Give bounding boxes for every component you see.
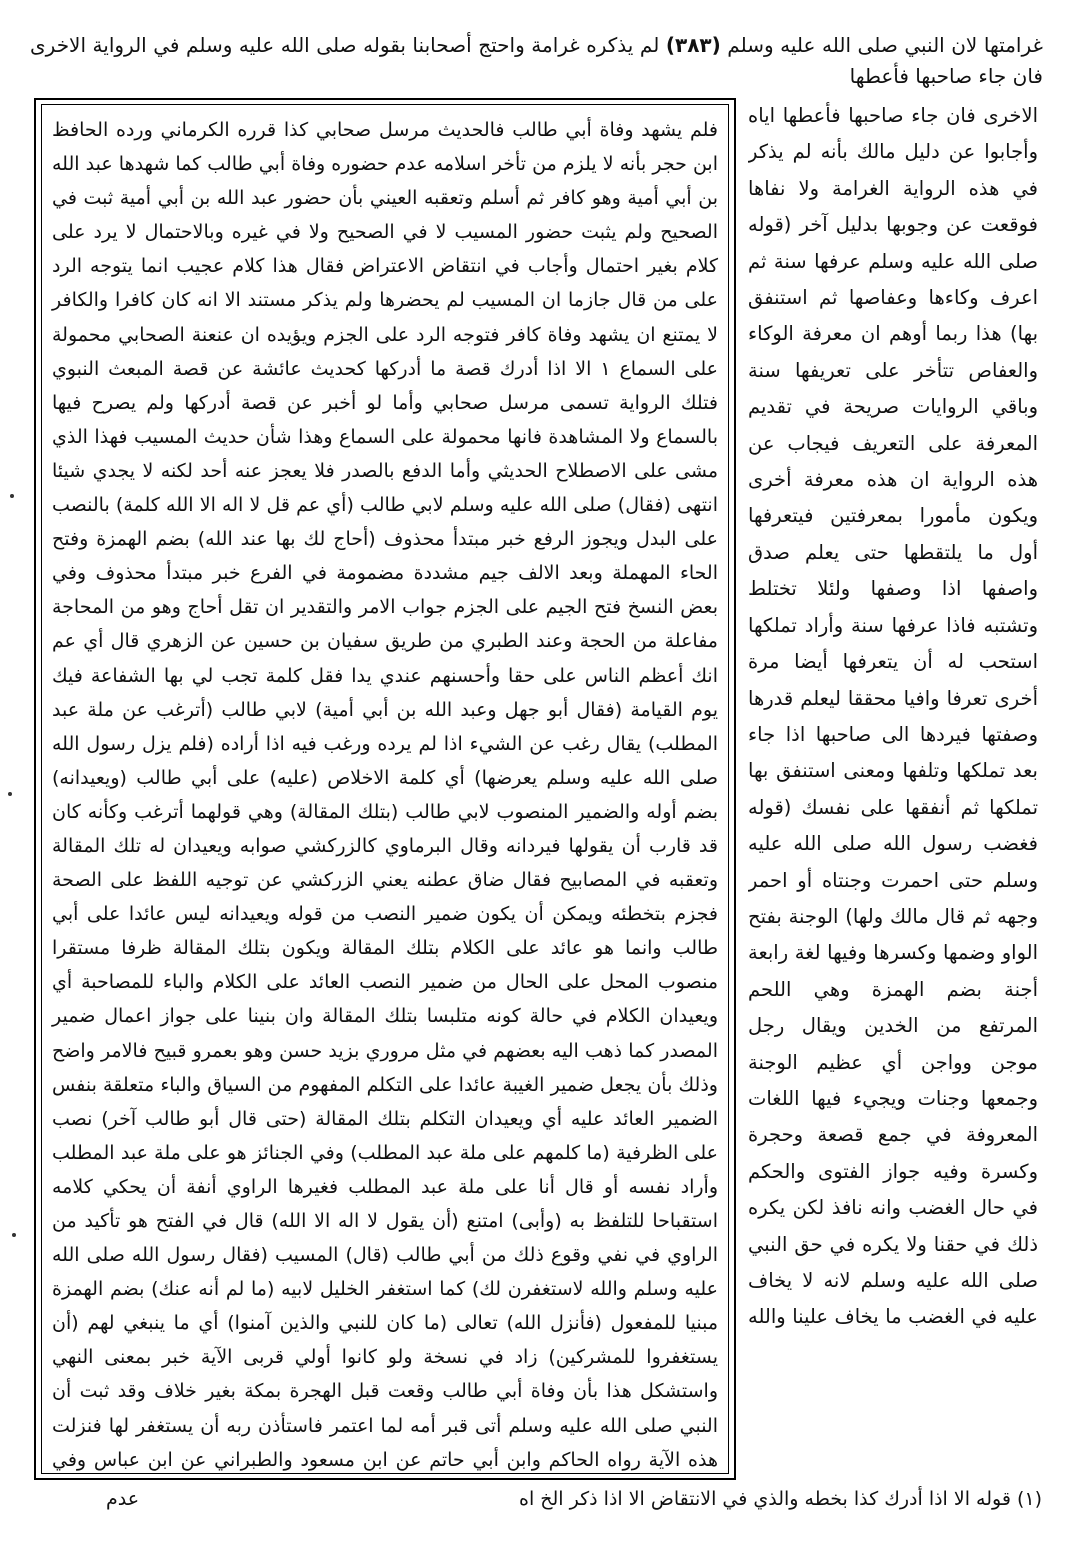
scan-speck bbox=[10, 494, 14, 498]
scan-speck bbox=[12, 1233, 16, 1237]
page-number: (٣٨٣) bbox=[665, 33, 721, 57]
header-text-end: لم يذكره غرامة واحتج أصحابنا بقوله صلى الله عليه وسلم في الرواية الاخرى فان جاء صاحبها فأعطها bbox=[30, 33, 1043, 88]
header-text-start: غرامتها لان النبي صلى الله عليه وسلم bbox=[727, 33, 1043, 57]
margin-commentary: الاخرى فان جاء صاحبها فأعطها اياه وأجابوا عن دليل مالك بأنه لم يذكر في هذه الرواية الغرامة ولا نفاها فوقعت عن وجوبها بدليل آخر (قوله صلى الله عليه وسلم عرفها سنة ثم اعرف وكاءها وعفاصها ثم استنفق بها) هذا ربما أوهم ان معرفة الوكاء والعفاص تتأخر على تعريفها سنة وباقي الروايات صريحة في تقديم المعرفة على التعريف فيجاب عن هذه الرواية ان هذه معرفة أخرى ويكون مأمورا بمعرفتين فيتعرفها أول ما يلتقطها حتى يعلم صدق واصفها اذا وصفها ولئلا تختلط وتشتبه فاذا عرفها سنة وأراد تملكها استحب له أن يتعرفها أيضا مرة أخرى تعرفا وافيا محققا ليعلم قدرها وصفتها فيردها الى صاحبها اذا جاء بعد تملكها وتلفها ومعنى استنفق بها تملكها ثم أنفقها على نفسك (قوله فغضب رسول الله صلى الله عليه وسلم حتى احمرت وجنتاه أو احمر وجهه ثم قال مالك ولها) الوجنة بفتح الواو وضمها وكسرها وفيها لغة رابعة أجنة بضم الهمزة وهي اللحم المرتفع من الخدين ويقال رجل موجن وواجن أي عظيم الوجنة وجمعها وجنات ويجيء فيها اللغات المعروفة في جمع قصعة وحجرة وكسرة وفيه جواز الفتوى والحكم في حال الغضب وانه نافذ لكن يكره ذلك في حقنا ولا يكره في حق النبي صلى الله عليه وسلم لانه لا يخاف عليه في الغضب ما يخاف علينا والله bbox=[748, 104, 1038, 1329]
main-text: فلم يشهد وفاة أبي طالب فالحديث مرسل صحابي كذا قرره الكرماني ورده الحافظ ابن حجر بأنه لا يلزم من تأخر اسلامه عدم حضوره وفاة أبي طالب كما شهدها عبد الله بن أبي أمية وهو كافر ثم أسلم وتعقبه العيني بأن حضور عبد الله بن أبي أمية ثبت في الصحيح ولم يثبت حضور المسيب لا في الصحيح ولا في غيره وبالاحتمال لا يرد على كلام بغير احتمال وأجاب في انتقاض الاعتراض فقال هذا كلام عجيب انما يتوجه الرد على من قال جازما ان المسيب لم يحضرها ولم يذكر مستند الا انه كان كافرا والكافر لا يمتنع ان يشهد وفاة كافر فتوجه الرد على الجزم ويؤيده ان عنعنة الصحابي محمولة على السماع ١ الا اذا أدرك قصة ما أدركها كحديث عائشة عن قصة المبعث النبوي فتلك الرواية تسمى مرسل صحابي وأما لو أخبر عن قصة أدركها ولم يصرح فيها بالسماع ولا المشاهدة فانها محمولة على السماع وهذا شأن حديث المسيب فهذا الذي مشى على الاصطلاح الحديثي وأما الدفع بالصدر فلا يعجز عنه أحد لكنه لا يجدي شيئا انتهى (فقال) صلى الله عليه وسلم لابي طالب (أي عم قل لا اله الا الله كلمة) بالنصب على البدل ويجوز الرفع خبر مبتدأ محذوف (أحاج لك بها عند الله) بضم الهمزة وفتح الحاء المهملة وبعد الالف جيم مشددة مضمومة في الفرع خبر مبتدأ محذوف وفي بعض النسخ فتح الجيم على الجزم جواب الامر والتقدير ان تقل أحاج وهو من المحاجة مفاعلة من الحجة وعند الطبري من طريق سفيان بن حسين عن الزهري قال أي عم انك أعظم الناس على حقا وأحسنهم عندي يدا فقل كلمة تجب لي بها الشفاعة فيك يوم القيامة (فقال أبو جهل وعبد الله بن أبي أمية) لابي طالب (أترغب عن ملة عبد المطلب) يقال رغب عن الشيء اذا لم يرده ورغب فيه اذا أراده (فلم يزل رسول الله صلى الله عليه وسلم يعرضها) أي كلمة الاخلاص (عليه) على أبي طالب (ويعيدانه) بضم أوله والضمير المنصوب لابي طالب (بتلك المقالة) وهي قولهما أترغب وكأنه كان قد قارب أن يقولها فيردانه وقال البرماوي كالزركشي صوابه ويعيدان له تلك المقالة وتعقبه في المصابيح فقال ضاق عطنه يعني الزركشي عن توجيه اللفظ على الصحة فجزم بتخطئه ويمكن أن يكون ضمير النصب من قوله ويعيدانه ليس عائدا على أبي طالب وانما هو عائد على الكلام بتلك المقالة ويكون بتلك المقالة ظرفا مستقرا منصوب المحل على الحال من ضمير النصب العائد على الكلام والباء للمصاحبة أي ويعيدان الكلام في حالة كونه متلبسا بتلك المقالة وان بنينا على جواز اعمال ضمير المصدر كما ذهب اليه بعضهم في مثل مروري بزيد حسن وهو بعمرو قبيح فالامر واضح وذلك بأن يجعل ضمير الغيبة عائدا على التكلم المفهوم من السياق والباء متعلقة بنفس الضمير العائد عليه أي ويعيدان التكلم بتلك المقالة (حتى قال أبو طالب آخر) نصب على الظرفية (ما كلمهم على ملة عبد المطلب) وفي الجنائز هو على ملة عبد المطلب وأراد نفسه أو قال أنا على ملة عبد المطلب فغيرها الراوي أنفة أن يحكي كلامه استقباحا للتلفظ به (وأبى) امتنع (أن يقول لا اله الا الله) قال في الفتح هو تأكيد من الراوي في نفي وقوع ذلك من أبي طالب (قال) المسيب (فقال رسول الله صلى الله عليه وسلم والله لاستغفرن لك) كما استغفر الخليل لابيه (ما لم أنه عنك) بضم الهمزة مبنيا للمفعول (فأنزل الله) تعالى (ما كان للنبي والذين آمنوا) أي ما ينبغي لهم (أن يستغفروا للمشركين) زاد في نسخة ولو كانوا أولي قربى الآية خبر بمعنى النهي واستشكل هذا بأن وفاة أبي طالب وقعت قبل الهجرة بمكة بغير خلاف وقد ثبت أن النبي صلى الله عليه وسلم أتى قبر أمه لما اعتمر فاستأذن ربه أن يستغفر لها فنزلت هذه الآية رواه الحاكم وابن أبي حاتم عن ابن مسعود والطبراني عن ابن عباس وفي bbox=[41, 104, 729, 1474]
footnote: (١) قوله الا اذا أدرك كذا بخطه والذي في الانتقاض الا اذا ذكر الخ اه bbox=[518, 1488, 1042, 1510]
running-header bbox=[30, 30, 1043, 94]
scan-speck bbox=[8, 792, 12, 796]
catchword: عدم bbox=[106, 1488, 140, 1510]
main-text-frame bbox=[34, 98, 736, 1480]
